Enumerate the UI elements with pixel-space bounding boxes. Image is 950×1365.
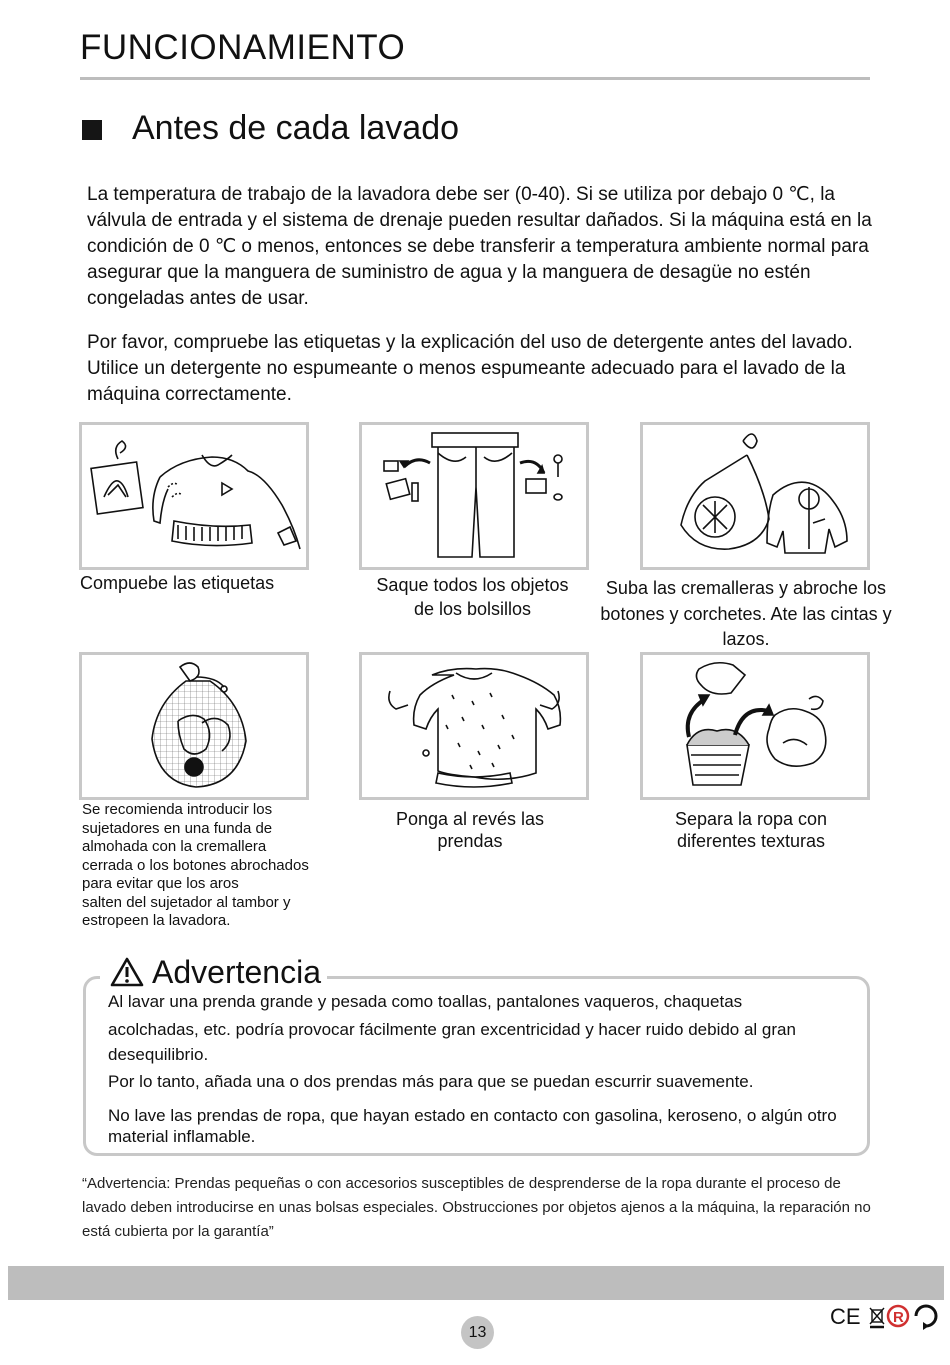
footer-bar <box>8 1266 944 1300</box>
caption-bra-bag: Se recomienda introducir los sujetadores en una funda de almohada con la cremallera cerrada o los botones abrochados para evitar que los aros salten del sujetador al tambor y estropeen la lavadora. <box>82 801 309 929</box>
caption-check-labels: Compuebe las etiquetas <box>80 573 275 593</box>
warranty-footnote: “Advertencia: Prendas pequeñas o con accesorios susceptibles de desprenderse de la ropa durante el proceso de lavado deben introducirse en unas bolsas especiales. Obstrucciones por objetos ajenos a la máquina, la reparación no está cubierta por la garantía” <box>82 1175 871 1240</box>
inside-out-icon <box>359 652 589 800</box>
title-rule <box>80 77 870 80</box>
caption-inside-out: Ponga al revés las prendas <box>395 809 545 851</box>
caption-separate-textures: Separa la ropa con diferentes texturas <box>674 809 828 851</box>
warning-header <box>100 950 327 994</box>
ce-mark-icon: CE <box>830 1304 861 1329</box>
zip-fasten-icon <box>640 422 870 570</box>
warning-line-flammable: No lave las prendas de ropa, que hayan estado en contacto con gasolina, keroseno, o algún otro material inflamable. <box>108 1106 837 1146</box>
page-title: FUNCIONAMIENTO <box>80 28 406 67</box>
svg-text:R: R <box>893 1309 904 1326</box>
intro-paragraph-detergent: Por favor, compruebe las etiquetas y la explicación del uso de detergente antes del lavado. Utilice un detergente no espumeante o menos espumeante adecuado para el lavado de la máquina correctamente. <box>87 332 853 405</box>
caption-fasten-zippers: Suba las cremalleras y abroche los botones y corchetes. Ate las cintas y lazos. <box>600 578 892 649</box>
intro-paragraph-temperature: La temperatura de trabajo de la lavadora debe ser (0-40). Si se utiliza por debajo 0 ℃, la válvula de entrada y el sistema de drenaje pueden resultar dañados. Si la máquina está en la condición de 0 ℃ o menos, entonces se debe transferir a temperatura ambiente normal para asegurar que la manguera de suministro de agua y la manguera de desagüe no estén congeladas antes de usar. <box>87 184 872 309</box>
page-number: 13 <box>461 1316 494 1349</box>
certification-marks <box>828 1302 944 1330</box>
section-bullet-icon <box>82 120 102 140</box>
recycle-arrow-icon <box>916 1306 936 1330</box>
warning-line-add-items: Por lo tanto, añada una o dos prendas más para que se puedan escurrir suavemente. <box>108 1072 754 1091</box>
caption-empty-pockets: Saque todos los objetos de los bolsillos <box>376 575 569 619</box>
weee-bin-icon <box>870 1308 884 1327</box>
recycle-r-icon <box>888 1306 908 1326</box>
warning-triangle-icon <box>110 957 144 987</box>
warning-line-imbalance: acolchadas, etc. podría provocar fácilmente gran excentricidad y hacer ruido debido al gran desequilibrio. <box>108 1020 796 1064</box>
section-heading: Antes de cada lavado <box>132 109 460 147</box>
separate-laundry-icon <box>640 652 870 800</box>
sweater-label-icon <box>79 422 309 570</box>
warning-line-heavy-items: Al lavar una prenda grande y pesada como toallas, pantalones vaqueros, chaquetas <box>108 992 743 1011</box>
empty-pockets-icon <box>359 422 589 570</box>
warning-title: Advertencia <box>152 953 321 990</box>
bra-bag-icon <box>79 652 309 800</box>
